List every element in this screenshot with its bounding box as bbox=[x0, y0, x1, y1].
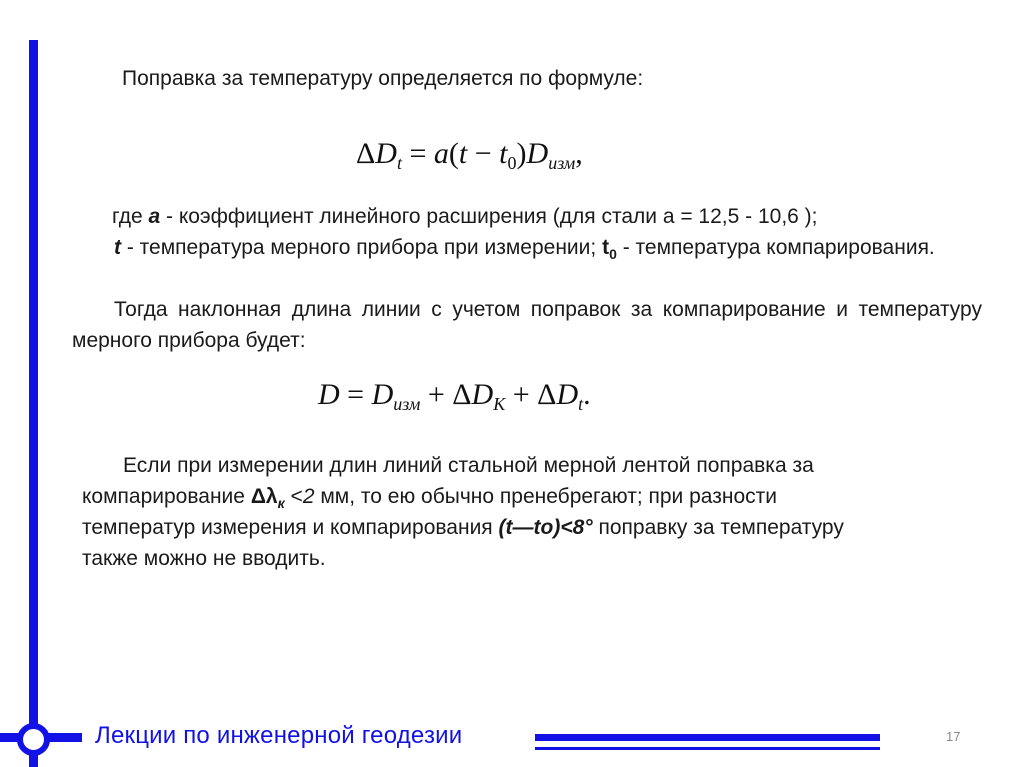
note-line-4: также можно не вводить. bbox=[82, 547, 326, 570]
f2-period: . bbox=[583, 378, 591, 411]
bottom-right-rule-thick bbox=[535, 734, 880, 741]
page-number: 17 bbox=[946, 729, 961, 744]
f2-delta-t: Δ bbox=[537, 378, 557, 411]
note-l3-b: поправку за температуру bbox=[592, 516, 844, 539]
intro-text: Поправка за температуру определяется по формуле: bbox=[122, 67, 644, 90]
where-t-paragraph bbox=[72, 232, 982, 270]
f1-lparen: ( bbox=[448, 137, 459, 170]
f1-equals: = bbox=[409, 137, 427, 170]
f1-minus: − bbox=[474, 137, 492, 170]
f2-D-izm: D bbox=[371, 378, 394, 411]
note-l2-num: 2 bbox=[302, 485, 315, 508]
f2-sub-t: t bbox=[578, 394, 584, 414]
note-l2-lt: < bbox=[284, 485, 303, 508]
f2-delta-k: Δ bbox=[452, 378, 472, 411]
f1-a: a bbox=[433, 137, 449, 170]
f2-sub-K: K bbox=[493, 394, 506, 414]
left-vertical-rule bbox=[29, 40, 38, 767]
symbol-t: t bbox=[114, 236, 121, 259]
f2-equals: = bbox=[347, 378, 365, 411]
note-l3-a: температур измерения и компарирования bbox=[82, 516, 499, 539]
where-lead: где bbox=[112, 205, 149, 228]
where-a-line bbox=[112, 201, 818, 232]
f1-D: D bbox=[375, 137, 397, 170]
note-line-1: Если при измерении длин линий стальной мерной лентой поправка за bbox=[123, 454, 814, 477]
f2-plus-1: + bbox=[427, 378, 445, 411]
ring-ornament-icon bbox=[17, 723, 50, 756]
note-l2-c: мм, то ею обычно пренебрегают; при разности bbox=[314, 485, 777, 508]
then-paragraph: Тогда наклонная длина линии с учетом поправок за компарирование и температуру мерного прибора будет: bbox=[72, 298, 982, 352]
symbol-t0: t bbox=[602, 236, 610, 259]
delta-lambda-symbol: Δλ bbox=[250, 485, 278, 508]
f1-D2: D bbox=[526, 137, 549, 170]
formula-inclined-length bbox=[318, 378, 591, 415]
symbol-t0-sub: 0 bbox=[609, 246, 617, 262]
f1-sub-0: 0 bbox=[507, 153, 517, 173]
where-t0-text: - температура компарирования. bbox=[616, 236, 935, 259]
f2-Dt: D bbox=[556, 378, 579, 411]
bottom-right-rule-thin bbox=[535, 747, 880, 750]
f1-t0: t bbox=[499, 137, 508, 170]
where-a-text: - коэффициент линейного расширения (для стали a = 12,5 - 10,6 ); bbox=[160, 205, 818, 228]
f2-plus-2: + bbox=[512, 378, 530, 411]
temperature-difference-expr: (t—to)<8° bbox=[498, 516, 593, 539]
note-l2-a: компарирование bbox=[82, 485, 251, 508]
f1-sub-izm: изм bbox=[548, 153, 576, 173]
f1-sub-t: t bbox=[396, 153, 402, 173]
note-line-3 bbox=[82, 512, 844, 543]
f2-DK: D bbox=[471, 378, 494, 411]
f2-D: D bbox=[318, 378, 340, 411]
f2-sub-izm: изм bbox=[393, 394, 421, 414]
f1-rparen: ) bbox=[516, 137, 527, 170]
symbol-a: a bbox=[148, 205, 161, 228]
f1-comma: , bbox=[575, 137, 583, 170]
f1-t: t bbox=[458, 137, 468, 170]
footer-title: Лекции по инженерной геодезии bbox=[95, 722, 463, 749]
formula-temperature-correction bbox=[356, 137, 583, 174]
f1-delta: Δ bbox=[356, 137, 376, 170]
delta-lambda-sub: к bbox=[277, 495, 285, 511]
where-t-text: - температура мерного прибора при измерении; bbox=[121, 236, 603, 259]
